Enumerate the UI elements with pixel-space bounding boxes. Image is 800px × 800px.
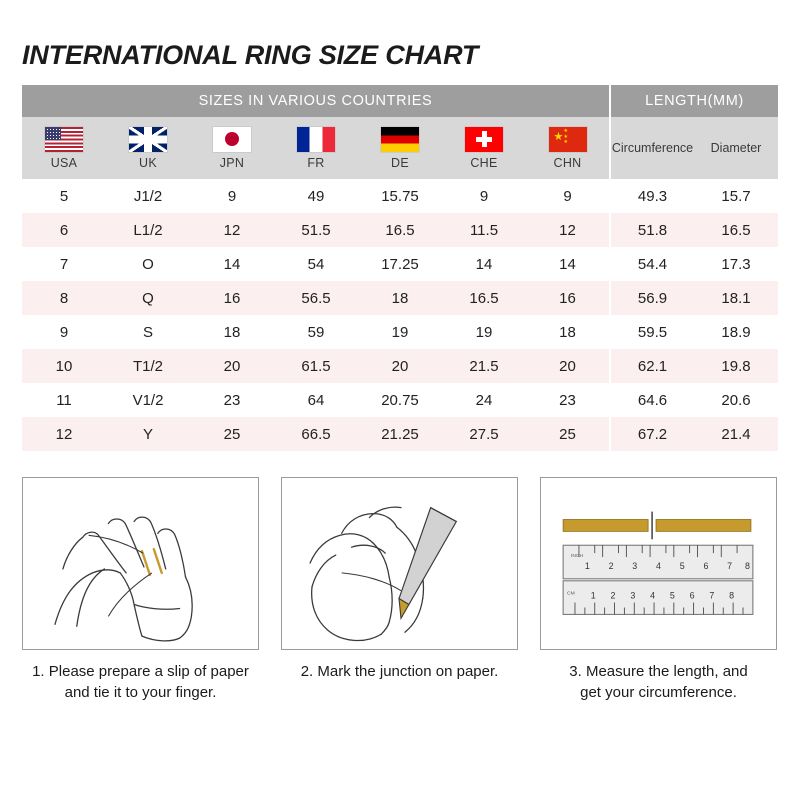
svg-text:CM: CM <box>567 591 575 597</box>
column-header-fr <box>274 117 358 179</box>
cell-de: 20 <box>358 349 442 383</box>
cell-uk: L1/2 <box>106 213 190 247</box>
ruler-illustration-svg <box>541 478 776 649</box>
cell-de: 16.5 <box>358 213 442 247</box>
hand-with-paper-strip-illustration <box>22 477 259 650</box>
cell-usa: 6 <box>22 213 106 247</box>
svg-text:7: 7 <box>727 560 733 571</box>
country-code-jpn: JPN <box>219 155 245 170</box>
cell-che: 11.5 <box>442 213 526 247</box>
svg-text:2: 2 <box>610 590 616 601</box>
cell-diameter: 17.3 <box>694 247 778 281</box>
cell-diameter: 19.8 <box>694 349 778 383</box>
column-header-chn <box>526 117 610 179</box>
table-row <box>22 281 778 315</box>
cell-che: 9 <box>442 179 526 213</box>
svg-text:8: 8 <box>729 590 735 601</box>
cell-chn: 18 <box>526 315 610 349</box>
country-header-row <box>22 117 778 179</box>
column-header-usa <box>22 117 106 179</box>
cell-chn: 25 <box>526 417 610 451</box>
flag-france-icon <box>297 127 335 152</box>
cell-chn: 23 <box>526 383 610 417</box>
cell-chn: 14 <box>526 247 610 281</box>
instruction-line-1: 1. Please prepare a slip of paper <box>32 663 249 680</box>
cell-de: 19 <box>358 315 442 349</box>
country-code-uk: UK <box>139 155 157 170</box>
instruction-line-1: 3. Measure the length, and <box>569 663 748 680</box>
table-row <box>22 213 778 247</box>
instruction-line-2: and tie it to your finger. <box>64 683 217 701</box>
flag-germany-icon <box>381 127 419 152</box>
instruction-step-3 <box>540 477 777 703</box>
svg-text:7: 7 <box>709 590 715 601</box>
svg-text:4: 4 <box>656 560 661 571</box>
instruction-line-1: 2. Mark the junction on paper. <box>300 663 499 680</box>
cell-che: 16.5 <box>442 281 526 315</box>
column-header-de <box>358 117 442 179</box>
cell-che: 21.5 <box>442 349 526 383</box>
column-header-circumference: Circumference <box>610 117 694 179</box>
flag-switzerland-icon <box>465 127 503 152</box>
cell-diameter: 21.4 <box>694 417 778 451</box>
svg-text:6: 6 <box>689 590 695 601</box>
cell-de: 18 <box>358 281 442 315</box>
cell-diameter: 15.7 <box>694 179 778 213</box>
cell-chn: 20 <box>526 349 610 383</box>
cell-jpn: 9 <box>190 179 274 213</box>
cell-chn: 12 <box>526 213 610 247</box>
cell-usa: 11 <box>22 383 106 417</box>
cell-jpn: 16 <box>190 281 274 315</box>
cell-usa: 9 <box>22 315 106 349</box>
cell-uk: V1/2 <box>106 383 190 417</box>
cell-circumference: 62.1 <box>610 349 694 383</box>
instruction-step-1 <box>22 477 259 703</box>
svg-text:6: 6 <box>703 560 709 571</box>
cell-jpn: 18 <box>190 315 274 349</box>
cell-usa: 12 <box>22 417 106 451</box>
flag-uk-icon <box>129 127 167 152</box>
country-code-chn: CHN <box>553 155 582 170</box>
cell-usa: 7 <box>22 247 106 281</box>
cell-uk: S <box>106 315 190 349</box>
cell-che: 19 <box>442 315 526 349</box>
cell-circumference: 51.8 <box>610 213 694 247</box>
cell-usa: 5 <box>22 179 106 213</box>
instruction-caption-3 <box>569 662 747 703</box>
cell-fr: 51.5 <box>274 213 358 247</box>
cell-jpn: 14 <box>190 247 274 281</box>
table-row <box>22 315 778 349</box>
cell-diameter: 18.1 <box>694 281 778 315</box>
cell-uk: Q <box>106 281 190 315</box>
table-row <box>22 179 778 213</box>
svg-text:5: 5 <box>679 560 685 571</box>
cell-fr: 66.5 <box>274 417 358 451</box>
cell-chn: 9 <box>526 179 610 213</box>
cell-uk: J1/2 <box>106 179 190 213</box>
cell-circumference: 54.4 <box>610 247 694 281</box>
cell-jpn: 20 <box>190 349 274 383</box>
group-header-length: LENGTH(MM) <box>610 85 778 117</box>
paper-strip-on-ruler-illustration <box>540 477 777 650</box>
flag-japan-icon <box>213 127 251 152</box>
cell-jpn: 12 <box>190 213 274 247</box>
table-row <box>22 417 778 451</box>
cell-usa: 8 <box>22 281 106 315</box>
table-body <box>22 179 778 451</box>
cell-chn: 16 <box>526 281 610 315</box>
ring-size-table <box>22 85 778 451</box>
cell-de: 20.75 <box>358 383 442 417</box>
group-header-sizes: SIZES IN VARIOUS COUNTRIES <box>22 85 610 117</box>
cell-fr: 54 <box>274 247 358 281</box>
cell-circumference: 67.2 <box>610 417 694 451</box>
cell-che: 14 <box>442 247 526 281</box>
hand-marking-paper-with-pen-illustration <box>281 477 518 650</box>
measuring-instructions <box>22 477 778 703</box>
instruction-caption-2 <box>301 662 499 683</box>
column-header-che <box>442 117 526 179</box>
cell-fr: 49 <box>274 179 358 213</box>
cell-jpn: 23 <box>190 383 274 417</box>
group-header-row <box>22 85 778 117</box>
cell-de: 17.25 <box>358 247 442 281</box>
cell-circumference: 64.6 <box>610 383 694 417</box>
cell-circumference: 59.5 <box>610 315 694 349</box>
cell-fr: 61.5 <box>274 349 358 383</box>
instruction-caption-1 <box>32 662 249 703</box>
cell-uk: Y <box>106 417 190 451</box>
svg-text:5: 5 <box>669 590 675 601</box>
cell-jpn: 25 <box>190 417 274 451</box>
cell-circumference: 49.3 <box>610 179 694 213</box>
cell-che: 27.5 <box>442 417 526 451</box>
svg-text:1: 1 <box>584 560 590 571</box>
svg-text:4: 4 <box>650 590 656 601</box>
country-code-usa: USA <box>50 155 78 170</box>
country-code-fr: FR <box>307 155 325 170</box>
svg-text:3: 3 <box>632 560 638 571</box>
pen-marking-illustration-svg <box>282 478 517 649</box>
column-header-uk <box>106 117 190 179</box>
table-head <box>22 85 778 179</box>
svg-text:2: 2 <box>608 560 614 571</box>
flag-china-icon: ★ ★ ★ ★ <box>549 127 587 152</box>
hand-illustration-svg <box>23 478 258 649</box>
cell-uk: O <box>106 247 190 281</box>
cell-diameter: 18.9 <box>694 315 778 349</box>
cell-de: 21.25 <box>358 417 442 451</box>
cell-fr: 56.5 <box>274 281 358 315</box>
cell-diameter: 16.5 <box>694 213 778 247</box>
cell-che: 24 <box>442 383 526 417</box>
column-header-jpn <box>190 117 274 179</box>
country-code-de: DE <box>391 155 409 170</box>
svg-text:1: 1 <box>590 590 596 601</box>
page-title: INTERNATIONAL RING SIZE CHART <box>22 40 479 70</box>
country-code-che: CHE <box>470 155 498 170</box>
instruction-line-2: get your circumference. <box>580 683 737 701</box>
cell-fr: 59 <box>274 315 358 349</box>
cell-usa: 10 <box>22 349 106 383</box>
column-header-diameter: Diameter <box>694 117 778 179</box>
cell-diameter: 20.6 <box>694 383 778 417</box>
instruction-step-2 <box>281 477 518 703</box>
table-row <box>22 247 778 281</box>
flag-usa-icon <box>45 127 83 152</box>
cell-de: 15.75 <box>358 179 442 213</box>
cell-fr: 64 <box>274 383 358 417</box>
table-row <box>22 383 778 417</box>
cell-uk: T1/2 <box>106 349 190 383</box>
svg-text:INCH: INCH <box>571 554 584 560</box>
table-row <box>22 349 778 383</box>
svg-text:8: 8 <box>744 560 750 571</box>
svg-text:3: 3 <box>630 590 636 601</box>
cell-circumference: 56.9 <box>610 281 694 315</box>
